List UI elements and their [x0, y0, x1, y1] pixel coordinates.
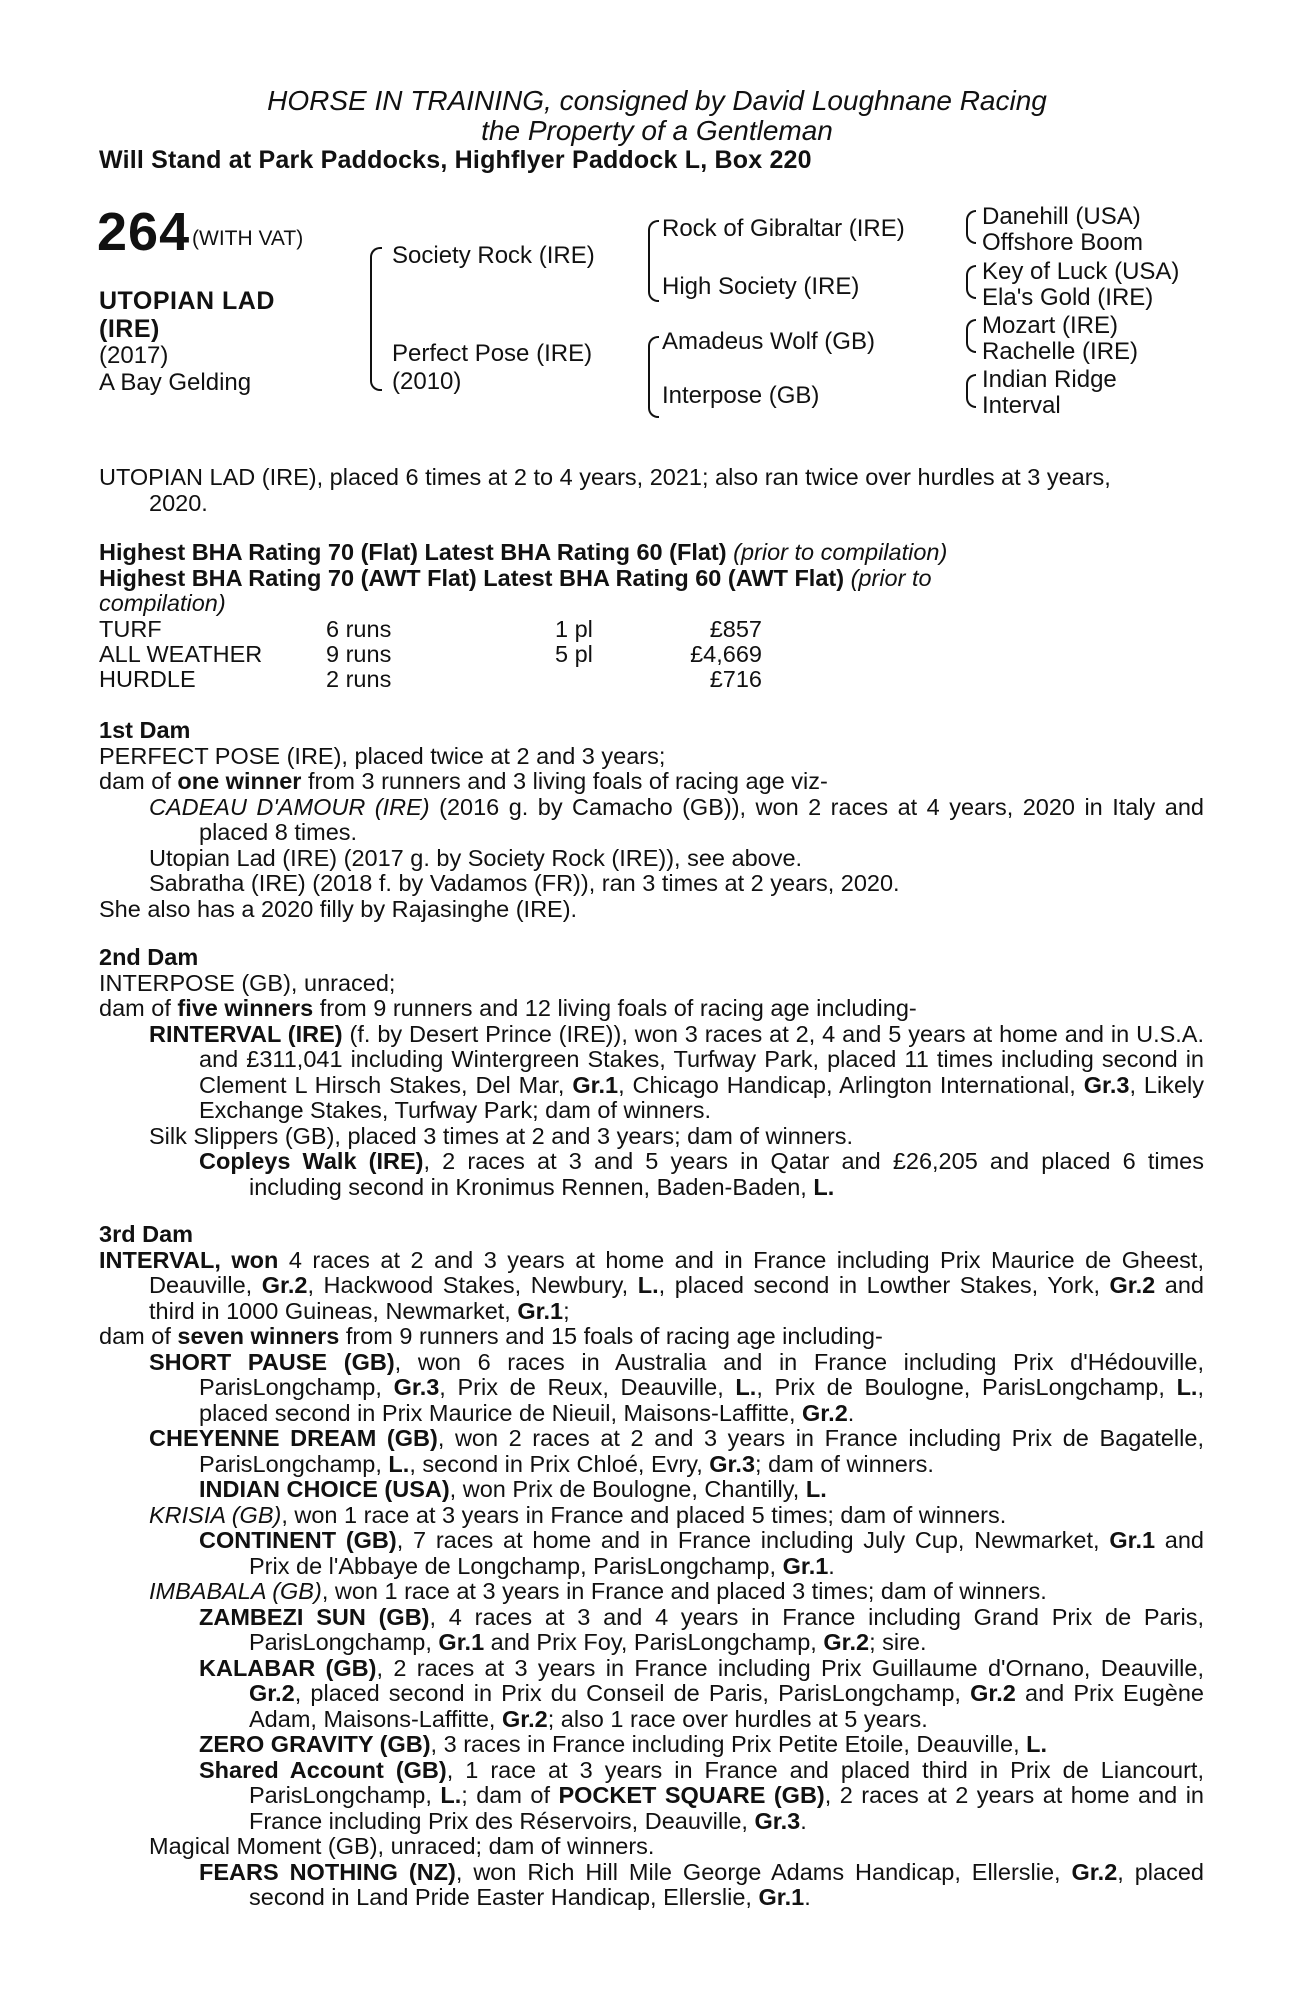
grade-mark: L.: [1176, 1374, 1198, 1400]
record-aw-surface: ALL WEATHER: [99, 641, 263, 667]
pedigree-ss-dam: Offshore Boom: [982, 229, 1143, 256]
record-turf-earnings: £857: [709, 616, 762, 642]
grade-mark: Gr.2: [501, 1705, 548, 1732]
grade-mark: Gr.2: [1071, 1858, 1118, 1885]
second-dam-winners: five winners: [177, 995, 314, 1021]
third-dam-produce-indian-choice: [99, 1477, 1204, 1503]
rating-flat: Highest BHA Rating 70 (Flat) Latest BHA Rating 60 (Flat): [99, 539, 727, 565]
third-dam-section: [99, 1222, 1204, 1911]
pedigree-sire-dam: High Society (IRE): [662, 273, 860, 300]
pedigree-ds-dam: Rachelle (IRE): [982, 338, 1139, 365]
third-dam-produce-zero-gravity: [99, 1732, 1204, 1758]
horse-name: UTOPIAN LAD: [99, 287, 275, 315]
pedigree-sd-sire: Key of Luck (USA): [982, 258, 1180, 285]
lot-number: 264: [97, 202, 191, 262]
horse-name-country: (IRE): [99, 315, 160, 343]
produce-text: , Chicago Handicap, Arlington International,: [618, 1071, 1084, 1098]
pedigree-sire-sire: Rock of Gibraltar (IRE): [662, 215, 905, 242]
produce-text: (2016 g. by Camacho (GB)), won 2 races at 4 years, 2020 in Italy and placed 8 times.: [199, 793, 1204, 845]
produce-text: 4 races at 2 and 3 years at home and in France including Prix Maurice de Gheest, Deauville,: [149, 1246, 1204, 1298]
produce-text: (f. by Desert Prince (IRE)), won 3 races at 2, 4 and 5 years at home and in U.S.A. and £311,041 including Wintergreen Stakes, Turfway Park, placed 11 times including second in Clement L Hirsch Stakes, Del Mar,: [199, 1020, 1204, 1098]
grade-mark: L.: [1026, 1731, 1048, 1757]
first-dam-produce-3: Sabratha (IRE) (2018 f. by Vadamos (FR)), ran 3 times at 2 years, 2020.: [149, 870, 900, 896]
produce-text: , placed second in Land Pride Easter Handicap, Ellerslie,: [249, 1858, 1204, 1910]
produce-text: , 2 races at 3 and 5 years in Qatar and £26,205 and placed 6 times including second in Kronimus Rennen, Baden-Baden,: [249, 1148, 1204, 1200]
produce-name: RINTERVAL (IRE): [149, 1020, 343, 1047]
first-dam-winners: one winner: [177, 768, 302, 794]
produce-name: KRISIA (GB): [149, 1501, 282, 1528]
pedigree-dd-sire: Indian Ridge: [982, 366, 1117, 393]
produce-text: ;: [563, 1297, 570, 1324]
grade-mark: Gr.2: [1109, 1272, 1156, 1298]
horse-year: (2017): [99, 342, 169, 369]
grade-mark: L.: [637, 1272, 659, 1298]
second-dam-produce-copleys: [99, 1149, 1204, 1200]
produce-text: , won 1 race at 3 years in France and placed 3 times; dam of winners.: [321, 1578, 1047, 1604]
third-dam-produce-magical-moment: Magical Moment (GB), unraced; dam of winners.: [149, 1833, 655, 1859]
produce-name: KALABAR (GB): [199, 1654, 377, 1681]
race-summary-line1: UTOPIAN LAD (IRE), placed 6 times at 2 to 4 years, 2021; also ran twice over hurdles at 3 years,: [99, 464, 1111, 490]
grade-mark: Gr.1: [758, 1884, 805, 1910]
produce-text: ; dam of: [461, 1782, 559, 1808]
produce-text: and Prix Eugène Adam, Maisons-Laffitte,: [249, 1680, 1204, 1732]
record-turf-placed: 1 pl: [555, 616, 593, 642]
produce-text: , Hackwood Stakes, Newbury,: [307, 1272, 638, 1298]
record-hurdle-earnings: £716: [709, 666, 762, 692]
produce-text: , 7 races at home and in France including July Cup, Newmarket,: [396, 1527, 1110, 1553]
rating-awt-note-cont: compilation): [99, 590, 226, 616]
pedigree-brace-main: [370, 247, 382, 391]
produce-text: .: [804, 1884, 811, 1910]
race-summary-line2: 2020.: [149, 489, 208, 516]
pedigree-sire: Society Rock (IRE): [392, 242, 595, 269]
grade-mark: Gr.1: [782, 1552, 829, 1579]
produce-text: , 2 races at 3 years in France including Prix Guillaume d'Ornano, Deauville,: [376, 1654, 1204, 1681]
produce-text: .: [828, 1552, 835, 1579]
third-dam-produce-continent: [99, 1528, 1204, 1579]
first-dam-text: from 3 runners and 3 living foals of racing age viz-: [301, 768, 828, 794]
produce-name: ZERO GRAVITY (GB): [199, 1731, 431, 1757]
pedigree-brace-ds: [966, 319, 976, 353]
stand-location: Will Stand at Park Paddocks, Highflyer Paddock L, Box 220: [99, 146, 812, 174]
produce-text: and third in 1000 Guineas, Newmarket,: [149, 1272, 1204, 1324]
produce-name: SHORT PAUSE (GB): [149, 1348, 395, 1375]
first-dam-line: PERFECT POSE (IRE), placed twice at 2 and 3 years;: [99, 742, 666, 769]
third-dam-produce-cheyenne: [99, 1426, 1204, 1477]
first-dam-heading: 1st Dam: [99, 717, 191, 743]
produce-name: INDIAN CHOICE (USA): [199, 1476, 450, 1502]
pedigree-brace-dd: [966, 374, 976, 408]
third-dam-heading: 3rd Dam: [99, 1221, 194, 1247]
consignor-line: HORSE IN TRAINING, consigned by David Loughnane Racing: [267, 85, 1047, 116]
third-dam-produce-zambezi: [99, 1605, 1204, 1656]
pedigree-dam-dam: Interpose (GB): [662, 382, 820, 409]
produce-text: , won Rich Hill Mile George Adams Handicap, Ellerslie,: [455, 1858, 1072, 1885]
vat-note: (WITH VAT): [192, 227, 304, 250]
record-aw-runs: 9 runs: [326, 641, 392, 667]
produce-text: , Likely Exchange Stakes, Turfway Park; dam of winners.: [199, 1071, 1204, 1123]
third-dam-produce-shared-account: [99, 1758, 1204, 1835]
first-dam-produce-1: [99, 795, 1204, 846]
produce-text: , 3 races in France including Prix Petite Etoile, Deauville,: [430, 1731, 1027, 1757]
record-turf-runs: 6 runs: [326, 616, 392, 642]
pedigree-brace-dam: [648, 336, 659, 418]
grade-mark: Gr.3: [709, 1450, 756, 1477]
pedigree-ss-sire: Danehill (USA): [982, 203, 1141, 230]
produce-text: , won: [214, 1246, 279, 1273]
produce-text: , won 2 races at 2 and 3 years in France including Prix de Bagatelle, ParisLongchamp,: [199, 1425, 1204, 1477]
produce-text: , 2 races at 2 years at home and in France including Prix des Réservoirs, Deauville,: [249, 1782, 1204, 1834]
ratings-block: [99, 540, 1204, 617]
third-dam-produce-kalabar: [99, 1656, 1204, 1733]
produce-text: , won 6 races in Australia and in France including Prix d'Hédouville, ParisLongchamp,: [199, 1348, 1204, 1400]
third-dam-interval: [99, 1248, 1204, 1325]
pedigree-dam: Perfect Pose (IRE): [392, 340, 593, 367]
record-aw-placed: 5 pl: [555, 641, 593, 667]
produce-name: ZAMBEZI SUN (GB): [199, 1603, 430, 1630]
grade-mark: L.: [805, 1476, 827, 1502]
third-dam-produce-imbabala: [99, 1579, 1204, 1605]
third-dam-produce-short-pause: [99, 1350, 1204, 1427]
produce-name: IMBABALA (GB): [149, 1578, 322, 1604]
produce-text: .: [847, 1399, 855, 1426]
produce-text: , 4 races at 3 and 4 years in France including Grand Prix de Paris, ParisLongchamp,: [249, 1603, 1204, 1655]
pedigree-brace-ss: [966, 210, 976, 244]
race-summary: [99, 465, 1204, 516]
second-dam-text: from 9 runners and 12 living foals of racing age including-: [313, 995, 917, 1021]
rating-flat-note: (prior to compilation): [733, 539, 948, 565]
grade-mark: Gr.2: [970, 1680, 1016, 1706]
rating-awt: Highest BHA Rating 70 (AWT Flat) Latest BHA Rating 60 (AWT Flat): [99, 564, 845, 591]
second-dam-text: dam of: [99, 995, 178, 1021]
pedigree-brace-sire: [648, 220, 659, 302]
grade-mark: Gr.1: [572, 1071, 619, 1098]
record-hurdle-runs: 2 runs: [326, 666, 392, 692]
horse-description: A Bay Gelding: [99, 369, 252, 396]
second-dam-heading: 2nd Dam: [99, 944, 199, 970]
third-dam-text: from 9 runners and 15 foals of racing age including-: [339, 1323, 883, 1349]
grade-mark: Gr.2: [261, 1272, 308, 1298]
produce-text: , placed second in Prix du Conseil de Paris, ParisLongchamp,: [294, 1680, 971, 1706]
grade-mark: Gr.2: [823, 1629, 870, 1655]
produce-text: ; sire.: [869, 1629, 927, 1655]
pedigree-sd-dam: Ela's Gold (IRE): [982, 284, 1154, 311]
produce-text: ; also 1 race over hurdles at 5 years.: [547, 1705, 928, 1732]
second-dam-section: [99, 945, 1204, 1200]
record-aw-earnings: £4,669: [690, 641, 762, 667]
rating-awt-note: (prior to: [850, 564, 932, 591]
grade-mark: L.: [388, 1450, 410, 1477]
produce-name: CHEYENNE DREAM (GB): [149, 1425, 438, 1451]
pedigree-dd-dam: Interval: [982, 392, 1061, 419]
grade-mark: L.: [440, 1782, 462, 1808]
produce-text: and Prix de l'Abbaye de Longchamp, ParisLongchamp,: [249, 1527, 1205, 1579]
produce-name: CADEAU D'AMOUR (IRE): [149, 793, 430, 820]
grade-mark: Gr.2: [802, 1399, 848, 1426]
produce-name: POCKET SQUARE (GB): [558, 1782, 825, 1808]
record-hurdle-surface: HURDLE: [99, 666, 196, 692]
third-dam-text: dam of: [99, 1323, 178, 1349]
produce-name: INTERVAL: [99, 1246, 215, 1273]
record-turf-surface: TURF: [99, 616, 162, 642]
first-dam-note: She also has a 2020 filly by Rajasinghe (IRE).: [99, 895, 578, 922]
grade-mark: Gr.3: [393, 1374, 440, 1400]
grade-mark: Gr.2: [249, 1680, 295, 1706]
produce-text: , won Prix de Boulogne, Chantilly,: [449, 1476, 806, 1502]
produce-name: CONTINENT (GB): [199, 1527, 397, 1553]
first-dam-section: [99, 718, 1204, 922]
produce-name: FEARS NOTHING (NZ): [199, 1858, 456, 1885]
grade-mark: L.: [735, 1374, 757, 1400]
produce-text: and Prix Foy, ParisLongchamp,: [484, 1629, 824, 1655]
produce-text: , second in Prix Chloé, Evry,: [409, 1450, 710, 1477]
grade-mark: Gr.3: [754, 1807, 801, 1834]
pedigree-dam-year: (2010): [392, 368, 462, 395]
grade-mark: Gr.3: [1083, 1071, 1130, 1098]
produce-text: , Prix de Reux, Deauville,: [439, 1374, 736, 1400]
first-dam-text: dam of: [99, 768, 178, 794]
produce-text: , placed second in Lowther Stakes, York,: [658, 1272, 1110, 1298]
second-dam-line: INTERPOSE (GB), unraced;: [99, 969, 396, 996]
third-dam-produce-krisia: [99, 1503, 1204, 1529]
third-dam-produce-fears-nothing: [99, 1860, 1204, 1911]
pedigree-dam-sire: Amadeus Wolf (GB): [662, 328, 875, 355]
grade-mark: Gr.1: [438, 1629, 485, 1655]
first-dam-produce-2: Utopian Lad (IRE) (2017 g. by Society Rock (IRE)), see above.: [149, 844, 803, 871]
produce-text: , Prix de Boulogne, ParisLongchamp,: [756, 1374, 1177, 1400]
grade-mark: Gr.1: [517, 1297, 564, 1324]
pedigree-ds-sire: Mozart (IRE): [982, 312, 1119, 339]
second-dam-produce-silk: Silk Slippers (GB), placed 3 times at 2 and 3 years; dam of winners.: [149, 1122, 854, 1149]
third-dam-winners: seven winners: [177, 1323, 340, 1349]
produce-text: , 1 race at 3 years in France and placed third in Prix de Liancourt, ParisLongchamp,: [249, 1756, 1204, 1808]
grade-mark: Gr.1: [1109, 1527, 1156, 1553]
produce-name: Shared Account (GB): [199, 1756, 447, 1783]
produce-text: ; dam of winners.: [755, 1450, 934, 1477]
second-dam-produce-rinterval: [99, 1022, 1204, 1124]
grade-mark: L.: [813, 1173, 835, 1200]
produce-text: , placed second in Prix Maurice de Nieuil, Maisons-Laffitte,: [199, 1374, 1204, 1426]
pedigree-brace-sd: [966, 265, 976, 299]
produce-text: .: [800, 1807, 807, 1834]
produce-name: Copleys Walk (IRE): [199, 1148, 424, 1174]
produce-text: , won 1 race at 3 years in France and placed 5 times; dam of winners.: [281, 1501, 1007, 1528]
property-line: the Property of a Gentleman: [481, 115, 833, 146]
